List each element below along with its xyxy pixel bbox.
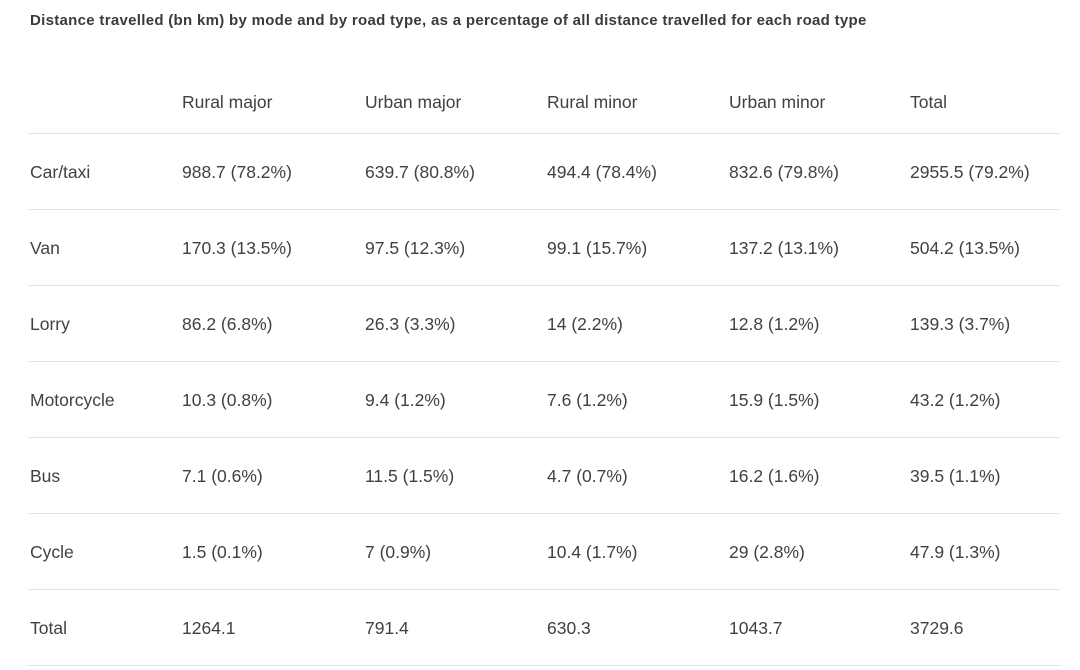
column-header: Total	[910, 91, 947, 112]
table-cell: 1043.7	[729, 617, 783, 638]
table-cell: 11.5 (1.5%)	[365, 465, 455, 486]
table-cell: 2955.5 (79.2%)	[910, 161, 1030, 182]
table-cell: 1264.1	[182, 617, 236, 638]
table-cell: 43.2 (1.2%)	[910, 389, 1001, 410]
table-cell: 7 (0.9%)	[365, 541, 432, 562]
table-cell: 99.1 (15.7%)	[547, 237, 648, 258]
table-cell: 137.2 (13.1%)	[729, 237, 839, 258]
row-label: Lorry	[30, 313, 70, 334]
table-cell: 988.7 (78.2%)	[182, 161, 292, 182]
table-cell: 29 (2.8%)	[729, 541, 805, 562]
row-label: Bus	[30, 465, 61, 486]
row-label: Car/taxi	[30, 161, 91, 182]
table-cell: 86.2 (6.8%)	[182, 313, 273, 334]
table-cell: 39.5 (1.1%)	[910, 465, 1001, 486]
table-row	[28, 514, 1060, 590]
table-cell: 639.7 (80.8%)	[365, 161, 475, 182]
page-title: Distance travelled (bn km) by mode and by road type, as a percentage of all distance travelled for each road type	[30, 12, 867, 29]
row-label: Motorcycle	[30, 389, 115, 410]
data-table	[28, 70, 1060, 666]
table-row	[28, 362, 1060, 438]
table-cell: 47.9 (1.3%)	[910, 541, 1001, 562]
table-cell: 97.5 (12.3%)	[365, 237, 466, 258]
table-cell: 791.4	[365, 617, 409, 638]
table-cell: 16.2 (1.6%)	[729, 465, 820, 486]
table-cell: 170.3 (13.5%)	[182, 237, 292, 258]
row-label: Total	[30, 617, 67, 638]
column-header: Urban major	[365, 91, 462, 112]
column-header: Rural minor	[547, 91, 638, 112]
table-header-row	[28, 70, 1060, 134]
table-row	[28, 210, 1060, 286]
table-cell: 504.2 (13.5%)	[910, 237, 1020, 258]
column-header: Urban minor	[729, 91, 826, 112]
table-row	[28, 286, 1060, 362]
column-header: Rural major	[182, 91, 273, 112]
table-cell: 15.9 (1.5%)	[729, 389, 820, 410]
table-cell: 9.4 (1.2%)	[365, 389, 446, 410]
table-cell: 4.7 (0.7%)	[547, 465, 628, 486]
table-cell: 139.3 (3.7%)	[910, 313, 1011, 334]
table-cell: 7.1 (0.6%)	[182, 465, 263, 486]
row-label: Cycle	[30, 541, 74, 562]
table-cell: 7.6 (1.2%)	[547, 389, 628, 410]
table-cell: 630.3	[547, 617, 591, 638]
table-row	[28, 134, 1060, 210]
table-cell: 26.3 (3.3%)	[365, 313, 456, 334]
table-cell: 494.4 (78.4%)	[547, 161, 657, 182]
table-cell: 10.3 (0.8%)	[182, 389, 273, 410]
table-cell: 14 (2.2%)	[547, 313, 623, 334]
table-row	[28, 590, 1060, 666]
table-cell: 3729.6	[910, 617, 964, 638]
table-cell: 1.5 (0.1%)	[182, 541, 263, 562]
row-label: Van	[30, 237, 60, 258]
table-cell: 10.4 (1.7%)	[547, 541, 638, 562]
table-cell: 12.8 (1.2%)	[729, 313, 820, 334]
table-body	[28, 134, 1060, 666]
table-cell: 832.6 (79.8%)	[729, 161, 839, 182]
table-row	[28, 438, 1060, 514]
